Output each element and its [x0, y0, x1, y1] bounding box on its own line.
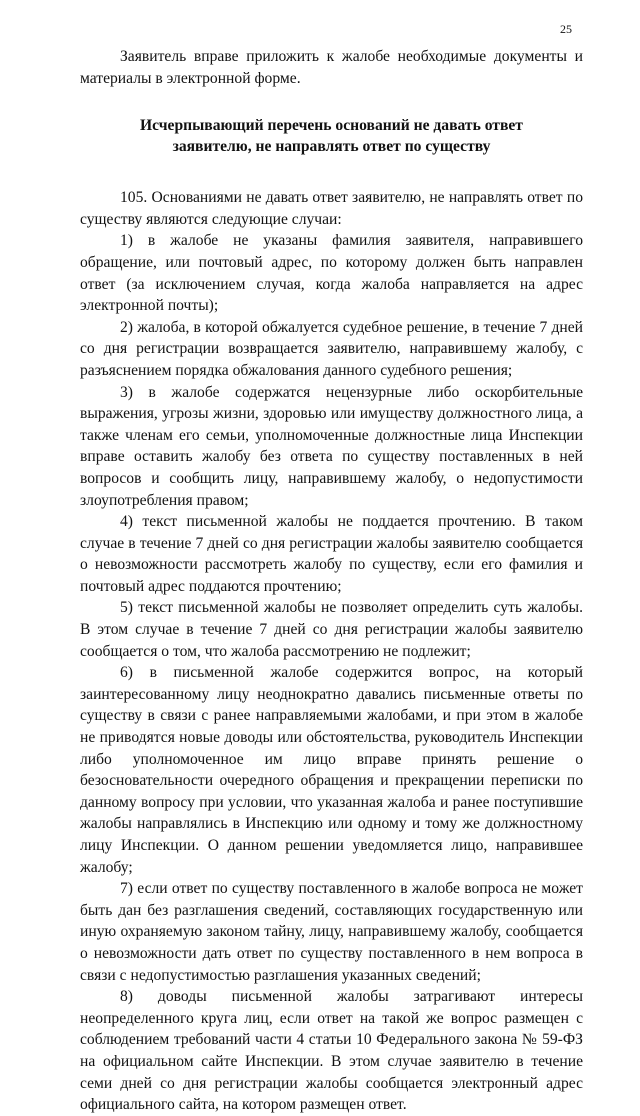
list-item-5: 5) текст письменной жалобы не позволяет определить суть жалобы. В этом случае в течение 7 дней со дня регистрации жалобы заявителю сообщается о том, что жалоба рассмотрению не подлежит; [80, 599, 583, 660]
intro-paragraph: Заявитель вправе приложить к жалобе необходимые документы и материалы в электронной форме. [80, 48, 583, 87]
list-item-4: 4) текст письменной жалобы не поддается прочтению. В таком случае в течение 7 дней со дня регистрации жалобы заявителю сообщается о невозможности рассмотреть жалобу по существу, если его фамилия и почтовый адрес поддаются прочтению; [80, 513, 583, 595]
section-heading: Исчерпывающий перечень оснований не давать ответ заявителю, не направлять ответ по существу [140, 117, 523, 156]
list-item-7: 7) если ответ по существу поставленного в жалобе вопроса не может быть дан без разглашения сведений, составляющих государственную или иную охраняемую законом тайну, лицу, направившему жалобу, сообщается о невозможности дать ответ по существу поставленного в нем вопроса в связи с недопустимостью разглашения указанных сведений; [80, 880, 583, 984]
document-body [80, 46, 583, 1116]
list-item-1: 1) в жалобе не указаны фамилия заявителя, направившего обращение, или почтовый адрес, по которому должен быть направлен ответ (за исключением случая, когда жалоба направляется на адрес электронной почты); [80, 232, 583, 315]
list-item-6: 6) в письменной жалобе содержится вопрос, на который заинтересованному лицу неоднократно давались письменные ответы по существу в связи с ранее направляемыми жалобами, и при этом в жалобе не приводятся новые доводы или обстоятельства, руководитель Инспекции либо уполномоченное им лицо вправе принять решение о безосновательности очередного обращения и прекращении переписки по данному вопросу при условии, что указанная жалоба и ранее поступившие жалобы направлялись в Инспекцию или одному и тому же должностному лицу Инспекции. О данном решении уведомляется лицо, направившее жалобу; [80, 664, 583, 876]
list-item-8: 8) доводы письменной жалобы затрагивают интересы неопределенного круга лиц, если ответ на такой же вопрос размещен с соблюдением требований части 4 статьи 10 Федерального закона № 59-ФЗ на официальном сайте Инспекции. В этом случае заявителю в течение семи дней со дня регистрации жалобы сообщается электронный адрес официального сайта, на котором размещен ответ. [80, 988, 583, 1114]
page-number: 25 [560, 22, 572, 36]
list-item-3: 3) в жалобе содержатся нецензурные либо оскорбительные выражения, угрозы жизни, здоровью или имуществу должностного лица, а также членам его семьи, уполномоченные должностные лица Инспекции вправе оставить жалобу без ответа по существу поставленных в ней вопросов и сообщить лицу, направившему жалобу, о недопустимости злоупотребления правом; [80, 383, 583, 509]
paragraph-105: 105. Основаниями не давать ответ заявителю, не направлять ответ по существу являются следующие случаи: [80, 189, 583, 228]
list-item-2: 2) жалоба, в которой обжалуется судебное решение, в течение 7 дней со дня регистрации возвращается заявителю, направившему жалобу, с разъяснением порядка обжалования данного судебного решения; [80, 318, 583, 379]
